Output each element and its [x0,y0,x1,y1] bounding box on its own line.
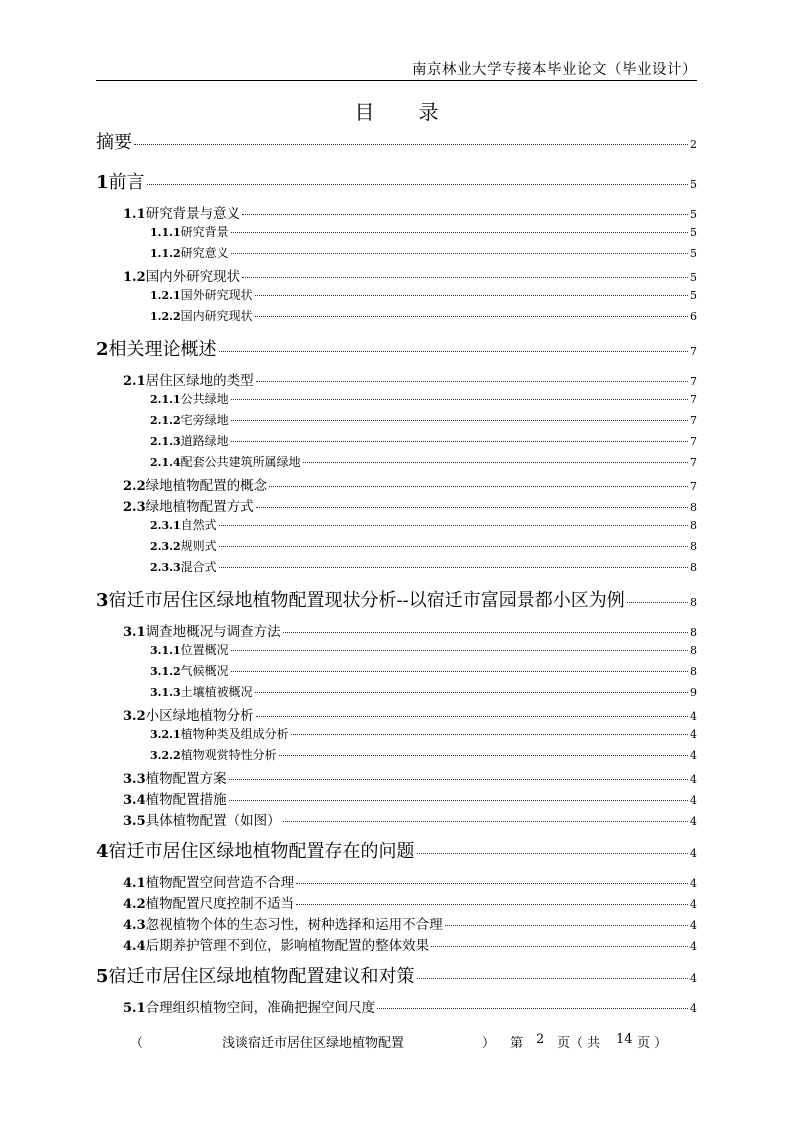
toc-entry-page: 8 [690,540,697,553]
toc-entry-title: 规则式 [180,539,217,553]
toc-entry[interactable] [96,286,697,303]
toc-entry-number: 3.1.1 [150,644,181,657]
toc-entry[interactable] [96,223,697,240]
toc-entry-number: 2.3.3 [150,561,181,574]
toc-entry[interactable] [96,725,697,742]
toc-entry-title: 研究意义 [180,246,229,260]
toc-entry-title: 居住区绿地的类型 [145,373,254,389]
toc-entry-number: 4.1 [123,876,146,891]
toc-entry-number: 3.4 [123,793,146,808]
toc-dot-leader [417,852,688,854]
toc-dot-leader [231,398,688,400]
toc-entry-title: 公共绿地 [180,392,229,406]
toc-entry[interactable] [96,168,697,194]
toc-entry[interactable] [96,962,697,988]
toc-entry[interactable] [96,390,697,407]
toc-entry-page: 8 [690,626,697,639]
toc-dot-leader [231,231,688,233]
toc-entry[interactable] [96,128,697,154]
toc-entry-title: 国内研究现状 [180,309,253,323]
toc-entry-page: 8 [690,501,697,514]
toc-entry[interactable] [96,704,697,724]
toc-entry[interactable] [96,265,697,285]
toc-entry[interactable] [96,767,697,787]
toc-entry-title: 混合式 [180,560,217,574]
toc-entry[interactable] [96,202,697,222]
toc-entry-page: 4 [690,728,697,741]
toc-entry[interactable] [96,369,697,389]
toc-dot-leader [219,566,688,568]
toc-entry[interactable] [96,934,697,954]
header-rule [96,80,697,81]
toc-entry-page: 6 [690,310,697,323]
toc-entry-title: 宿迁市居住区绿地植物配置存在的问题 [108,841,415,862]
toc-heading-char-1: 目 [354,100,375,124]
toc-entry[interactable] [96,871,697,891]
toc-dot-leader [377,1007,688,1009]
toc-entry[interactable] [96,809,697,829]
toc-entry[interactable] [96,620,697,640]
toc-entry-page: 4 [690,710,697,723]
toc-entry-number: 1.1.2 [150,247,181,260]
toc-entry-title: 研究背景与意义 [145,206,241,222]
toc-entry-number: 2.2 [123,479,146,494]
footer-close-paren: ） [482,1036,496,1051]
toc-entry-page: 5 [690,178,697,191]
toc-entry-page: 5 [690,247,697,260]
toc-dot-leader [283,631,688,633]
toc-entry[interactable] [96,913,697,933]
toc-entry-title: 研究背景 [180,225,229,239]
toc-entry-number: 2 [96,339,109,360]
toc-entry-number: 3.5 [123,814,146,829]
toc-entry-number: 1.2.1 [150,289,181,302]
toc-entry-title: 绿地植物配置的概念 [145,478,268,494]
toc-entry-title: 相关理论概述 [108,339,217,360]
toc-entry-title: 植物配置措施 [145,792,227,808]
toc-entry-page: 4 [690,749,697,762]
toc-dot-leader [231,252,688,254]
toc-entry-title: 植物配置空间营造不合理 [145,875,295,891]
footer-open-paren: （ [130,1036,144,1051]
toc-entry[interactable] [96,683,697,700]
toc-entry-page: 8 [690,519,697,532]
toc-dot-leader [269,485,688,487]
toc-entry-number: 2.1.4 [150,456,181,469]
toc-entry-title: 位置概况 [180,643,229,657]
toc-dot-leader [242,276,688,278]
toc-entry-title: 宿迁市居住区绿地植物配置建议和对策 [108,966,415,987]
toc-entry-page: 7 [690,480,697,493]
toc-entry-title: 合理组织植物空间，准确把握空间尺度 [145,1000,376,1016]
toc-entry-number: 4.2 [123,897,146,912]
toc-dot-leader [256,506,688,508]
toc-dot-leader [303,461,688,463]
toc-dot-leader [283,820,688,822]
toc-entry-title: 自然式 [180,518,217,532]
toc-entry-page: 7 [690,456,697,469]
toc-entry-page: 4 [690,773,697,786]
toc-entry-number: 1.2.2 [150,310,181,323]
toc-entry-title: 摘要 [96,132,132,153]
toc-entry-number: 4.3 [123,918,146,933]
toc-entry[interactable] [96,244,697,261]
toc-entry-number: 5 [96,966,109,987]
toc-heading [0,96,793,125]
toc-entry-number: 3.2 [123,709,146,724]
toc-dot-leader [627,601,688,603]
toc-dot-leader [147,183,688,185]
toc-entry-page: 8 [690,665,697,678]
toc-dot-leader [229,778,688,780]
toc-dot-leader [256,380,688,382]
toc-entry-title: 宅旁绿地 [180,413,229,427]
toc-entry-page: 9 [690,686,697,699]
toc-entry-number: 1.1 [123,207,146,222]
toc-entry-number: 3.1.2 [150,665,181,678]
toc-entry-title: 植物观赏特性分析 [180,748,277,762]
toc-entry-number: 2.3 [123,500,146,515]
toc-entry-title: 土壤植被概况 [180,685,253,699]
toc-dot-leader [417,977,688,979]
toc-entry-page: 5 [690,208,697,221]
toc-entry[interactable] [96,641,697,658]
toc-entry[interactable] [96,837,697,863]
toc-entry-page: 4 [690,919,697,932]
toc-entry[interactable] [96,537,697,554]
toc-entry-page: 7 [690,393,697,406]
toc-entry-number: 1.1.1 [150,226,181,239]
toc-entry-page: 8 [690,596,697,609]
toc-entry-number: 4 [96,841,109,862]
toc-dot-leader [296,903,688,905]
toc-entry-page: 8 [690,561,697,574]
toc-heading-char-2: 录 [418,100,439,124]
toc-entry-title: 忽视植物个体的生态习性，树种选择和运用不合理 [145,917,443,933]
toc-entry[interactable] [96,453,697,470]
toc-entry-number: 3 [96,590,109,611]
toc-entry-page: 2 [690,138,697,151]
toc-entry[interactable] [96,411,697,428]
toc-entry-title: 植物配置尺度控制不适当 [145,896,295,912]
toc-entry-page: 7 [690,414,697,427]
footer-page-number: 2 [536,1032,545,1047]
toc-entry-number: 3.2.2 [150,749,181,762]
footer-ye-end: 页 ） [637,1036,668,1051]
toc-entry-number: 3.2.1 [150,728,181,741]
toc-entry-number: 2.3.2 [150,540,181,553]
toc-entry[interactable] [96,307,697,324]
toc-entry-title: 配套公共建筑所属绿地 [180,455,301,469]
toc-entry-title: 国内外研究现状 [145,269,241,285]
toc-entry-page: 5 [690,271,697,284]
toc-entry-title: 植物配置方案 [145,771,227,787]
toc-entry-number: 1 [96,172,109,193]
toc-dot-leader [219,524,688,526]
toc-entry-page: 7 [690,435,697,448]
footer-di: 第 [510,1036,524,1051]
toc-entry-title: 道路绿地 [180,434,229,448]
toc-dot-leader [231,440,688,442]
toc-entry-page: 4 [690,1002,697,1015]
toc-entry-title: 国外研究现状 [180,288,253,302]
toc-entry-page: 5 [690,289,697,302]
toc-dot-leader [296,882,688,884]
toc-dot-leader [279,754,688,756]
toc-entry-page: 7 [690,345,697,358]
toc-entry-title: 后期养护管理不到位，影响植物配置的整体效果 [145,938,430,954]
toc-entry-number: 1.2 [123,270,146,285]
toc-entry-page: 4 [690,815,697,828]
toc-dot-leader [255,294,688,296]
toc-dot-leader [229,799,688,801]
toc-entry-title: 具体植物配置（如图） [145,813,281,829]
toc-dot-leader [431,945,688,947]
toc-entry-number: 3.1.3 [150,686,181,699]
toc-entry[interactable] [96,746,697,763]
toc-entry-number: 2.1.1 [150,393,181,406]
toc-entry-page: 4 [690,940,697,953]
toc-entry[interactable] [96,516,697,533]
toc-entry-page: 4 [690,847,697,860]
toc-dot-leader [445,924,688,926]
toc-entry-number: 2.1 [123,374,146,389]
toc-dot-leader [231,649,688,651]
toc-entry-page: 8 [690,644,697,657]
toc-entry-title: 前言 [108,172,145,193]
toc-dot-leader [219,350,688,352]
toc-entry[interactable] [96,474,697,494]
toc-entry[interactable] [96,558,697,575]
footer-total-pages: 14 [616,1032,633,1047]
toc-dot-leader [291,733,688,735]
toc-dot-leader [255,691,688,693]
toc-entry-page: 4 [690,877,697,890]
toc-entry-number: 3.3 [123,772,146,787]
toc-entry-page: 4 [690,794,697,807]
toc-entry[interactable] [96,495,697,515]
toc-entry-number: 4.4 [123,939,146,954]
toc-entry[interactable] [96,662,697,679]
toc-entry-title: 气候概况 [180,664,229,678]
toc-dot-leader [255,315,688,317]
toc-entry[interactable] [96,892,697,912]
toc-dot-leader [231,670,688,672]
toc-entry-page: 4 [690,972,697,985]
toc-dot-leader [134,143,688,145]
toc-entry-number: 3.1 [123,625,146,640]
toc-entry[interactable] [96,996,697,1016]
toc-entry-title: 绿地植物配置方式 [145,499,254,515]
header-school-title: 南京林业大学专接本毕业论文（毕业设计） [412,62,697,78]
toc-entry[interactable] [96,788,697,808]
footer-thesis-title: 浅谈宿迁市居住区绿地植物配置 [222,1036,405,1051]
toc-entry-title: 小区绿地植物分析 [145,708,254,724]
toc-dot-leader [256,715,688,717]
toc-entry-number: 5.1 [123,1001,146,1016]
toc-dot-leader [231,419,688,421]
toc-entry-title: 调查地概况与调查方法 [145,624,281,640]
toc-entry-page: 5 [690,226,697,239]
toc-entry[interactable] [96,432,697,449]
toc-dot-leader [242,213,688,215]
toc-entry-number: 2.1.3 [150,435,181,448]
toc-entry-page: 7 [690,375,697,388]
toc-entry-page: 4 [690,898,697,911]
toc-entry-title: 植物种类及组成分析 [180,727,289,741]
toc-entry-number: 2.1.2 [150,414,181,427]
footer-ye-gong: 页（ 共 [557,1036,601,1051]
toc-dot-leader [219,545,688,547]
toc-entry-number: 2.3.1 [150,519,181,532]
toc-entry-title: 宿迁市居住区绿地植物配置现状分析--以宿迁市富园景都小区为例 [108,590,625,611]
toc-entry[interactable] [96,335,697,361]
toc-entry[interactable] [96,586,697,612]
